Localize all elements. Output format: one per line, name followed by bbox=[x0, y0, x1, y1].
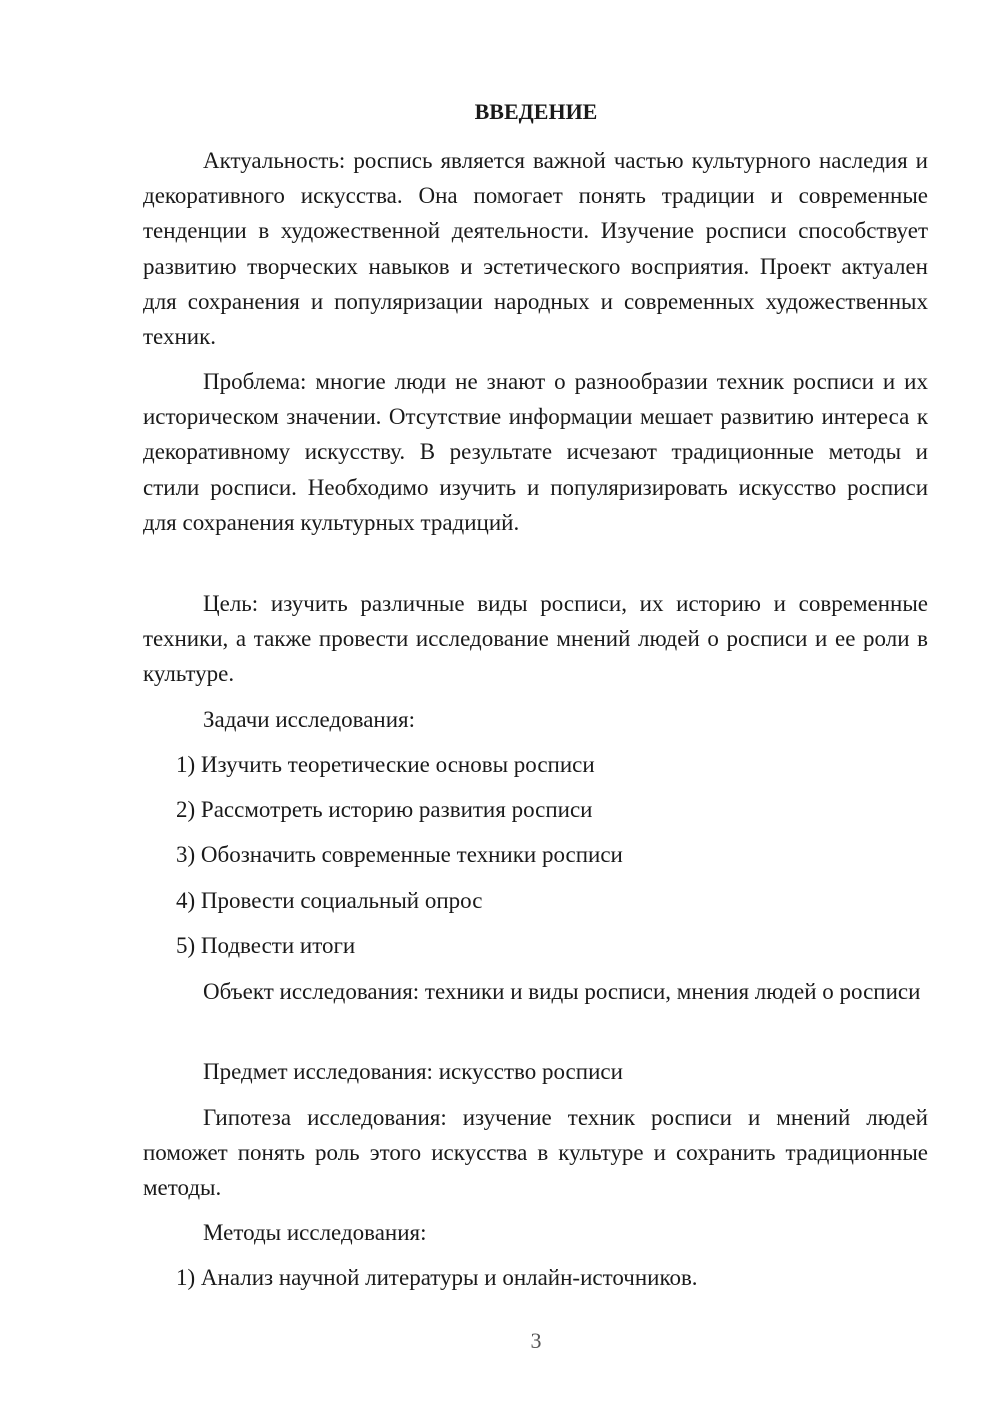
list-item: 4) Провести социальный опрос bbox=[176, 888, 483, 913]
list-item: 1) Анализ научной литературы и онлайн-источников. bbox=[176, 1265, 698, 1290]
tasks-title: Задачи исследования: bbox=[203, 707, 416, 732]
methods-title: Методы исследования: bbox=[203, 1220, 427, 1245]
page-number: 3 bbox=[530, 1328, 542, 1353]
paragraph-goal: Цель: изучить различные виды росписи, их историю и современные техники, а также провести исследование мнений людей о росписи и ее роли в культуре. bbox=[143, 591, 928, 687]
paragraph-hypothesis: Гипотеза исследования: изучение техник росписи и мнений людей поможет понять роль этого искусства в культуре и сохранить традиционные методы. bbox=[143, 1105, 928, 1201]
list-item: 5) Подвести итоги bbox=[176, 933, 356, 958]
paragraph-problem: Проблема: многие люди не знают о разнообразии техник росписи и их историческом значении. Отсутствие информации мешает развитию интереса к декоративному искусству. В результате исчезают традиционные методы и стили росписи. Необходимо изучить и популяризировать искусство росписи для сохранения культурных традиций. bbox=[143, 369, 928, 535]
list-item: 3) Обозначить современные техники росписи bbox=[176, 842, 623, 867]
section-heading: ВВЕДЕНИЕ bbox=[474, 99, 598, 124]
paragraph-object: Объект исследования: техники и виды росписи, мнения людей о росписи bbox=[203, 979, 921, 1004]
paragraph-subject: Предмет исследования: искусство росписи bbox=[203, 1059, 623, 1084]
list-item: 1) Изучить теоретические основы росписи bbox=[176, 752, 595, 777]
list-item: 2) Рассмотреть историю развития росписи bbox=[176, 797, 593, 822]
paragraph-relevance: Актуальность: роспись является важной частью культурного наследия и декоративного искусства. Она помогает понять традиции и современные тенденции в художественной деятельности. Изучение росписи способствует развитию творческих навыков и эстетического восприятия. Проект актуален для сохранения и популяризации народных и современных художественных техник. bbox=[143, 148, 928, 350]
